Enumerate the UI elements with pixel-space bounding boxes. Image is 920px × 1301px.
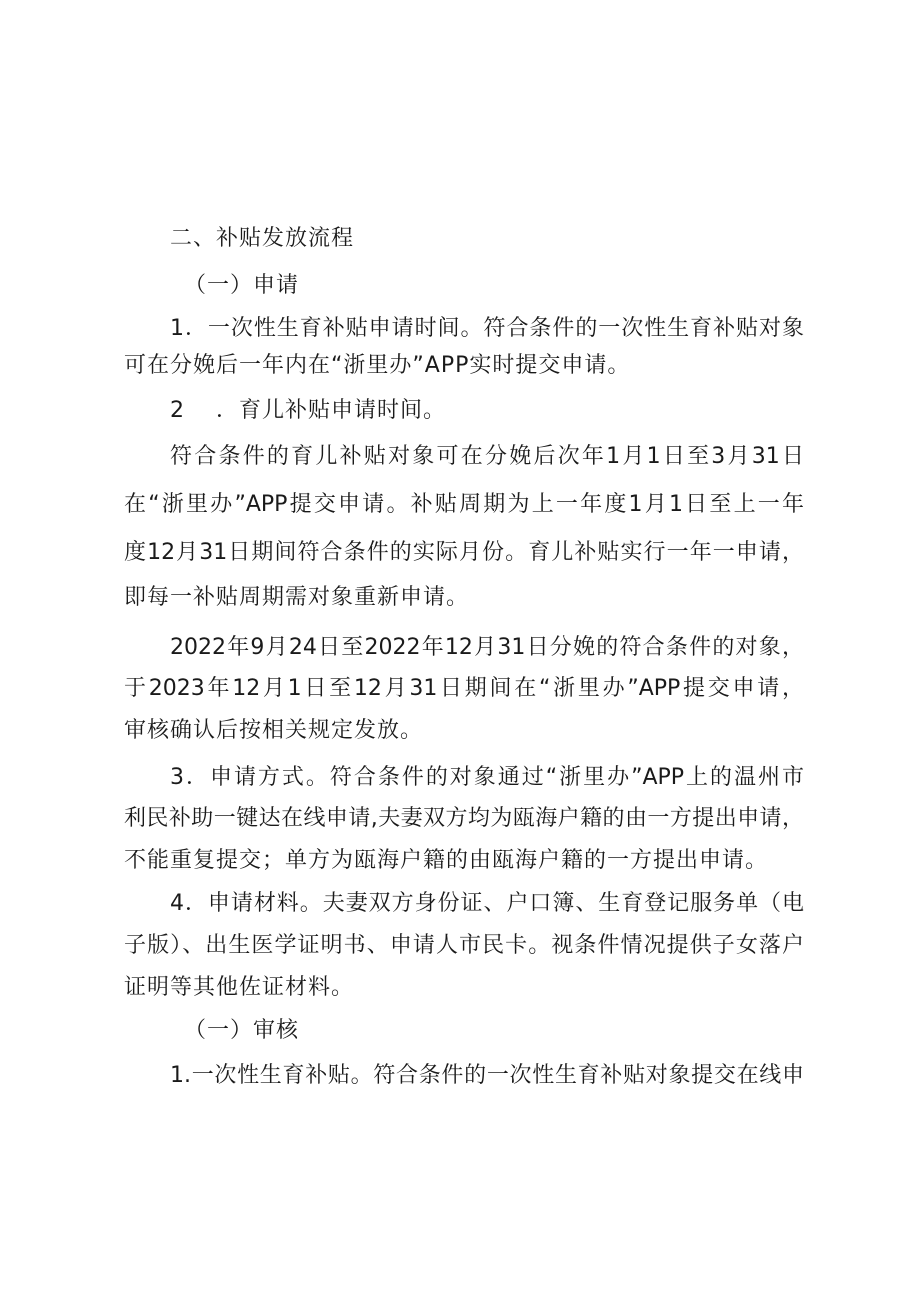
paragraph-line: 3．申请方式。符合条件的对象通过“浙里办”APP上的温州市 — [170, 765, 804, 790]
item-heading: 2 ．育儿补贴申请时间。 — [170, 398, 446, 423]
paragraph-line: 不能重复提交；单方为瓯海户籍的由瓯海户籍的一方提出申请。 — [124, 848, 769, 873]
paragraph-line: 1．一次性生育补贴申请时间。符合条件的一次性生育补贴对象 — [170, 316, 804, 341]
paragraph-line: 即每一补贴周期需对象重新申请。 — [124, 585, 470, 610]
paragraph-line: 可在分娩后一年内在“浙里办”APP实时提交申请。 — [124, 353, 631, 378]
paragraph-line: 子版）、出生医学证明书、申请人市民卡。视条件情况提供子女落户 — [124, 933, 804, 958]
subsection-heading-apply: （一）申请 — [184, 273, 300, 298]
subsection-heading-review: （一）审核 — [184, 1018, 300, 1043]
paragraph-line: 4．申请材料。夫妻双方身份证、户口簿、生育登记服务单（电 — [170, 891, 804, 916]
section-heading: 二、补贴发放流程 — [170, 226, 355, 251]
paragraph-line: 审核确认后按相关规定发放。 — [124, 718, 424, 743]
paragraph-line: 在“浙里办”APP提交申请。补贴周期为上一年度1月1日至上一年 — [124, 492, 804, 517]
paragraph-line: 于2023年12月1日至12月31日期间在“浙里办”APP提交申请， — [124, 676, 804, 701]
paragraph-line: 1.一次性生育补贴。符合条件的一次性生育补贴对象提交在线申 — [170, 1063, 804, 1088]
paragraph-line: 度12月31日期间符合条件的实际月份。育儿补贴实行一年一申请， — [124, 540, 804, 565]
paragraph-line: 符合条件的育儿补贴对象可在分娩后次年1月1日至3月31日 — [170, 444, 804, 469]
paragraph-line: 利民补助一键达在线申请,夫妻双方均为瓯海户籍的由一方提出申请， — [124, 806, 804, 831]
paragraph-line: 2022年9月24日至2022年12月31日分娩的符合条件的对象， — [170, 635, 804, 660]
paragraph-line: 证明等其他佐证材料。 — [124, 975, 355, 1000]
